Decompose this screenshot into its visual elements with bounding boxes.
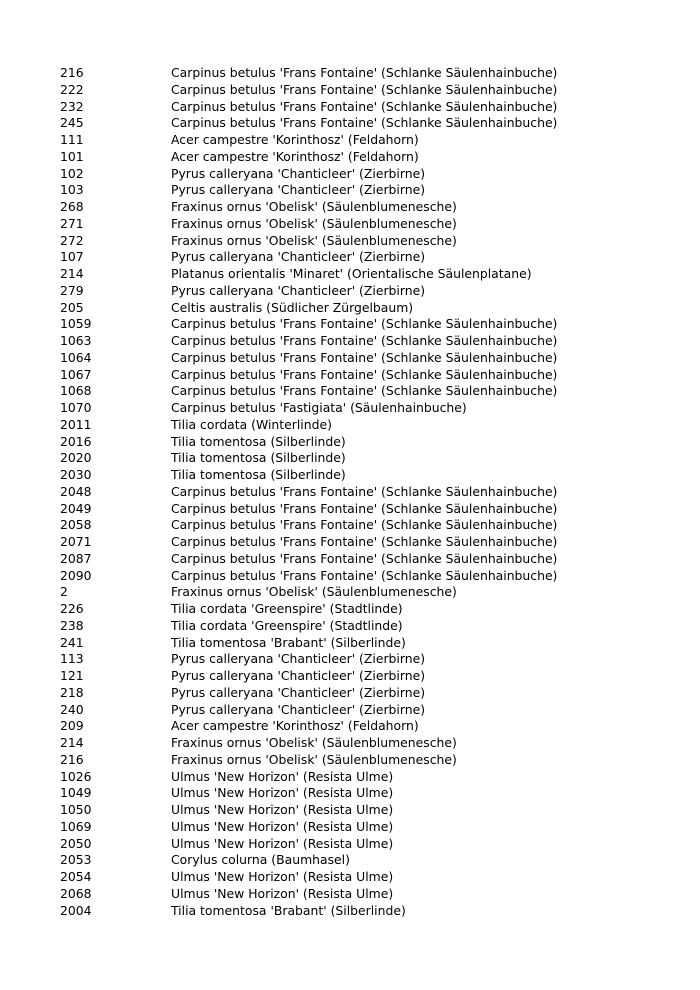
tree-species: Acer campestre 'Korinthosz' (Feldahorn)	[171, 132, 419, 147]
tree-number: 214	[60, 266, 84, 281]
tree-number: 1026	[60, 768, 92, 784]
tree-list	[60, 65, 680, 919]
table-row	[60, 618, 680, 635]
table-row	[60, 702, 680, 719]
table-row	[60, 316, 680, 333]
table-row	[60, 886, 680, 903]
tree-species: Pyrus calleryana 'Chanticleer' (Zierbirne)	[171, 701, 426, 717]
tree-species: Tilia tomentosa (Silberlinde)	[171, 467, 346, 482]
table-row	[60, 65, 680, 82]
tree-number: 103	[60, 182, 84, 198]
tree-species: Fraxinus ornus 'Obelisk' (Säulenblumenesche)	[171, 584, 457, 600]
tree-species: Tilia tomentosa 'Brabant' (Silberlinde)	[171, 634, 406, 650]
tree-number: 2016	[60, 433, 92, 449]
table-row	[60, 635, 680, 652]
table-row	[60, 501, 680, 518]
tree-species: Carpinus betulus 'Frans Fontaine' (Schlanke Säulenhainbuche)	[171, 316, 558, 332]
tree-species: Celtis australis (Südlicher Zürgelbaum)	[171, 299, 414, 315]
tree-number: 205	[60, 299, 84, 315]
tree-number: 2020	[60, 450, 92, 466]
table-row	[60, 434, 680, 451]
tree-species: Fraxinus ornus 'Obelisk' (Säulenblumenesche)	[171, 215, 457, 231]
tree-number: 2050	[60, 835, 92, 851]
tree-species: Ulmus 'New Horizon' (Resista Ulme)	[171, 785, 394, 801]
tree-number: 2090	[60, 567, 92, 583]
tree-species: Fraxinus ornus 'Obelisk' (Säulenblumenesche)	[171, 199, 457, 214]
table-row	[60, 249, 680, 266]
tree-number: 1049	[60, 785, 92, 801]
tree-number: 2087	[60, 550, 92, 566]
table-row	[60, 233, 680, 250]
tree-species: Carpinus betulus 'Frans Fontaine' (Schlanke Säulenhainbuche)	[171, 366, 558, 382]
tree-number: 102	[60, 165, 84, 181]
tree-number: 1070	[60, 400, 92, 415]
table-row	[60, 182, 680, 199]
tree-species: Tilia cordata 'Greenspire' (Stadtlinde)	[171, 617, 403, 633]
table-row	[60, 668, 680, 685]
tree-number: 1069	[60, 818, 92, 834]
tree-number: 1059	[60, 316, 92, 332]
tree-number: 2071	[60, 534, 92, 549]
tree-species: Carpinus betulus 'Fastigiata' (Säulenhainbuche)	[171, 400, 467, 415]
tree-species: Carpinus betulus 'Frans Fontaine' (Schlanke Säulenhainbuche)	[171, 383, 558, 399]
tree-species: Pyrus calleryana 'Chanticleer' (Zierbirne)	[171, 249, 426, 265]
tree-species: Carpinus betulus 'Frans Fontaine' (Schlanke Säulenhainbuche)	[171, 567, 558, 583]
tree-number: 101	[60, 148, 84, 164]
tree-species: Corylus colurna (Baumhasel)	[171, 852, 350, 868]
tree-number: 1064	[60, 349, 92, 365]
table-row	[60, 383, 680, 400]
tree-species: Ulmus 'New Horizon' (Resista Ulme)	[171, 869, 394, 884]
tree-species: Carpinus betulus 'Frans Fontaine' (Schlanke Säulenhainbuche)	[171, 333, 558, 348]
table-row	[60, 769, 680, 786]
tree-number: 2011	[60, 416, 92, 432]
table-row	[60, 568, 680, 585]
tree-number: 2058	[60, 517, 92, 533]
table-row	[60, 685, 680, 702]
tree-number: 268	[60, 199, 84, 214]
tree-species: Tilia tomentosa (Silberlinde)	[171, 433, 346, 449]
tree-species: Carpinus betulus 'Frans Fontaine' (Schlanke Säulenhainbuche)	[171, 349, 558, 365]
tree-number: 240	[60, 701, 84, 717]
tree-number: 2053	[60, 852, 92, 868]
table-row	[60, 785, 680, 802]
tree-species: Pyrus calleryana 'Chanticleer' (Zierbirne)	[171, 668, 426, 683]
table-row	[60, 199, 680, 216]
table-row	[60, 752, 680, 769]
table-row	[60, 333, 680, 350]
tree-species: Tilia cordata (Winterlinde)	[171, 416, 332, 432]
tree-number: 272	[60, 232, 84, 248]
table-row	[60, 367, 680, 384]
tree-number: 2048	[60, 483, 92, 499]
tree-species: Ulmus 'New Horizon' (Resista Ulme)	[171, 885, 394, 901]
tree-species: Fraxinus ornus 'Obelisk' (Säulenblumenesche)	[171, 232, 457, 248]
tree-number: 226	[60, 601, 84, 616]
tree-species: Carpinus betulus 'Frans Fontaine' (Schlanke Säulenhainbuche)	[171, 65, 558, 80]
tree-number: 216	[60, 751, 84, 767]
tree-number: 1050	[60, 802, 92, 817]
tree-species: Pyrus calleryana 'Chanticleer' (Zierbirne)	[171, 282, 426, 298]
tree-species: Ulmus 'New Horizon' (Resista Ulme)	[171, 835, 394, 851]
tree-number: 2068	[60, 885, 92, 901]
table-row	[60, 166, 680, 183]
tree-number: 1068	[60, 383, 92, 399]
table-row	[60, 417, 680, 434]
tree-number: 245	[60, 115, 84, 131]
tree-species: Carpinus betulus 'Frans Fontaine' (Schlanke Säulenhainbuche)	[171, 81, 558, 97]
table-row	[60, 450, 680, 467]
tree-number: 1067	[60, 366, 92, 382]
tree-species: Carpinus betulus 'Frans Fontaine' (Schlanke Säulenhainbuche)	[171, 517, 558, 533]
table-row	[60, 82, 680, 99]
tree-species: Carpinus betulus 'Frans Fontaine' (Schlanke Säulenhainbuche)	[171, 534, 558, 549]
tree-number: 2	[60, 584, 68, 600]
tree-number: 279	[60, 282, 84, 298]
tree-species: Pyrus calleryana 'Chanticleer' (Zierbirne)	[171, 165, 426, 181]
table-row	[60, 718, 680, 735]
tree-number: 2004	[60, 902, 92, 918]
tree-species: Acer campestre 'Korinthosz' (Feldahorn)	[171, 148, 419, 164]
tree-species: Fraxinus ornus 'Obelisk' (Säulenblumenesche)	[171, 751, 457, 767]
tree-species: Tilia tomentosa (Silberlinde)	[171, 450, 346, 466]
tree-species: Tilia cordata 'Greenspire' (Stadtlinde)	[171, 601, 403, 616]
table-row	[60, 132, 680, 149]
tree-number: 121	[60, 668, 84, 683]
table-row	[60, 350, 680, 367]
table-row	[60, 802, 680, 819]
tree-number: 2054	[60, 869, 92, 884]
table-row	[60, 852, 680, 869]
table-row	[60, 400, 680, 417]
tree-species: Ulmus 'New Horizon' (Resista Ulme)	[171, 802, 394, 817]
tree-species: Ulmus 'New Horizon' (Resista Ulme)	[171, 768, 394, 784]
tree-number: 214	[60, 735, 84, 750]
tree-number: 241	[60, 634, 84, 650]
tree-species: Tilia tomentosa 'Brabant' (Silberlinde)	[171, 902, 406, 918]
tree-number: 2030	[60, 467, 92, 482]
table-row	[60, 819, 680, 836]
table-row	[60, 601, 680, 618]
tree-species: Ulmus 'New Horizon' (Resista Ulme)	[171, 818, 394, 834]
table-row	[60, 836, 680, 853]
tree-species: Pyrus calleryana 'Chanticleer' (Zierbirne)	[171, 182, 426, 198]
tree-number: 107	[60, 249, 84, 265]
tree-species: Pyrus calleryana 'Chanticleer' (Zierbirne)	[171, 684, 426, 700]
tree-number: 209	[60, 718, 84, 734]
tree-number: 218	[60, 684, 84, 700]
table-row	[60, 903, 680, 920]
tree-species: Carpinus betulus 'Frans Fontaine' (Schlanke Säulenhainbuche)	[171, 500, 558, 516]
table-row	[60, 651, 680, 668]
tree-number: 232	[60, 98, 84, 114]
tree-number: 222	[60, 81, 84, 97]
table-row	[60, 300, 680, 317]
tree-number: 111	[60, 132, 84, 147]
table-row	[60, 216, 680, 233]
tree-species: Acer campestre 'Korinthosz' (Feldahorn)	[171, 718, 419, 734]
tree-species: Carpinus betulus 'Frans Fontaine' (Schlanke Säulenhainbuche)	[171, 98, 558, 114]
table-row	[60, 283, 680, 300]
tree-number: 2049	[60, 500, 92, 516]
tree-species: Pyrus calleryana 'Chanticleer' (Zierbirne)	[171, 651, 426, 667]
table-row	[60, 467, 680, 484]
tree-species: Carpinus betulus 'Frans Fontaine' (Schlanke Säulenhainbuche)	[171, 550, 558, 566]
table-row	[60, 534, 680, 551]
tree-species: Platanus orientalis 'Minaret' (Orientalische Säulenplatane)	[171, 266, 532, 281]
table-row	[60, 551, 680, 568]
tree-species: Carpinus betulus 'Frans Fontaine' (Schlanke Säulenhainbuche)	[171, 483, 558, 499]
tree-number: 238	[60, 617, 84, 633]
table-row	[60, 484, 680, 501]
table-row	[60, 99, 680, 116]
table-row	[60, 517, 680, 534]
tree-number: 113	[60, 651, 84, 667]
table-row	[60, 149, 680, 166]
tree-number: 271	[60, 215, 84, 231]
table-row	[60, 869, 680, 886]
table-row	[60, 735, 680, 752]
tree-species: Carpinus betulus 'Frans Fontaine' (Schlanke Säulenhainbuche)	[171, 115, 558, 131]
tree-number: 1063	[60, 333, 92, 348]
tree-species: Fraxinus ornus 'Obelisk' (Säulenblumenesche)	[171, 735, 457, 750]
tree-number: 216	[60, 65, 84, 80]
table-row	[60, 115, 680, 132]
table-row	[60, 266, 680, 283]
table-row	[60, 584, 680, 601]
